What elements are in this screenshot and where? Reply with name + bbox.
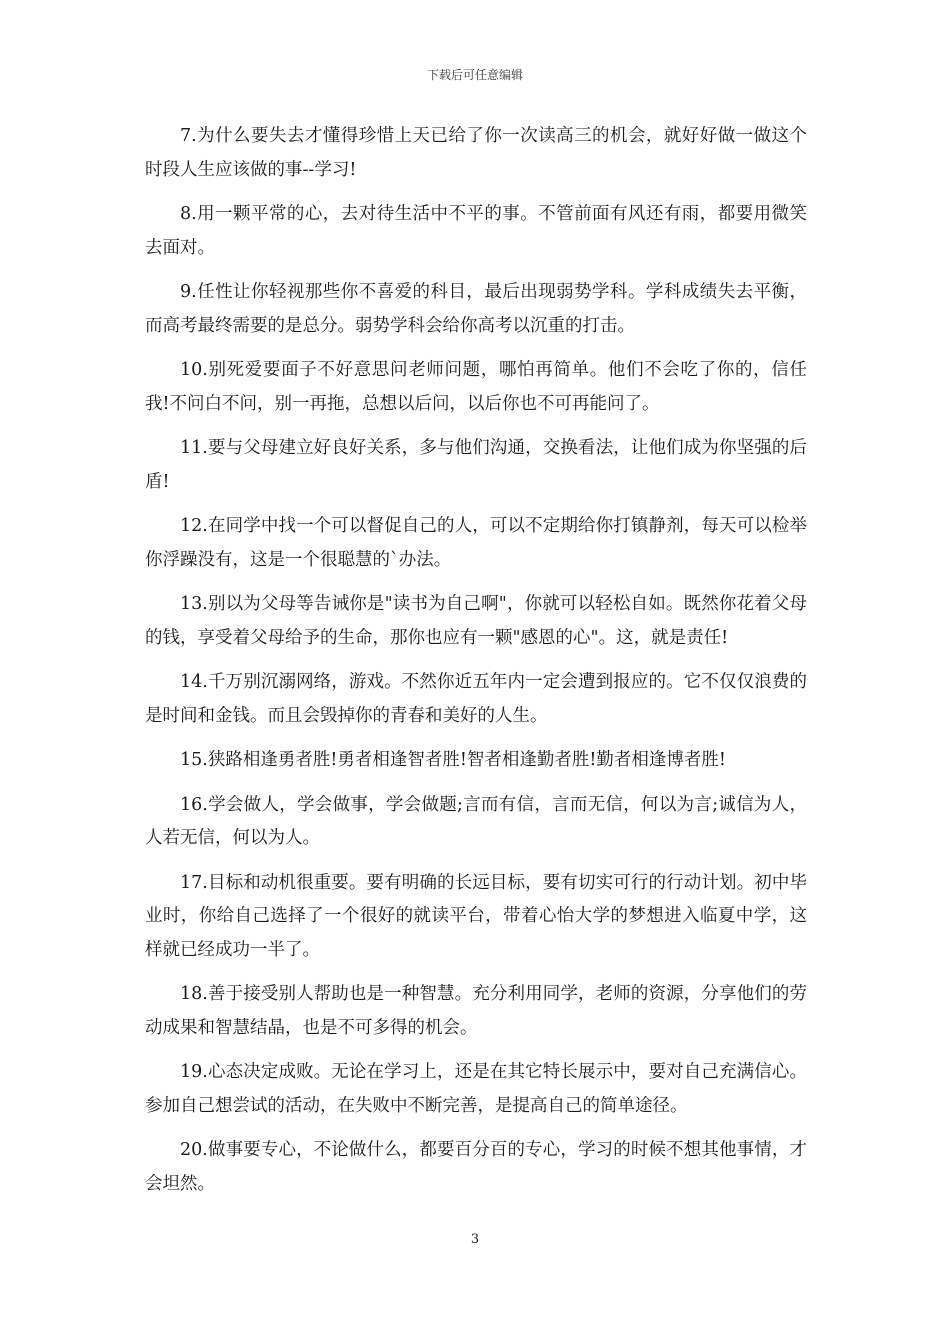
paragraph-20: 20.做事要专心，不论做什么，都要百分百的专心，学习的时候不想其他事情，才会坦然。 [145,1140,807,1194]
paragraph-7: 7.为什么要失去才懂得珍惜上天已给了你一次读高三的机会，就好好做一做这个时段人生应该做的事--学习! [145,126,807,180]
paragraph-12: 12.在同学中找一个可以督促自己的人，可以不定期给你打镇静剂，每天可以检举你浮躁没有，这是一个很聪慧的`办法。 [145,516,807,570]
paragraph-17: 17.目标和动机很重要。要有明确的长远目标，要有切实可行的行动计划。初中毕业时，你给自己选择了一个很好的就读平台，带着心怡大学的梦想进入临夏中学，这样就已经成功一半了。 [145,872,807,960]
paragraph-18: 18.善于接受别人帮助也是一种智慧。充分利用同学，老师的资源，分享他们的劳动成果和智慧结晶，也是不可多得的机会。 [145,984,807,1038]
document-body [145,120,807,1212]
paragraph-9: 9.任性让你轻视那些你不喜爱的科目，最后出现弱势学科。学科成绩失去平衡，而高考最终需要的是总分。弱势学科会给你高考以沉重的打击。 [145,282,807,336]
paragraph-8: 8.用一颗平常的心，去对待生活中不平的事。不管前面有风还有雨，都要用微笑去面对。 [145,204,807,258]
page-header: 下载后可任意编辑 [426,68,523,82]
page-number: 3 [470,1232,480,1247]
paragraph-19: 19.心态决定成败。无论在学习上，还是在其它特长展示中，要对自己充满信心。参加自己想尝试的活动，在失败中不断完善，是提高自己的简单途径。 [145,1062,807,1116]
paragraph-11: 11.要与父母建立好良好关系，多与他们沟通，交换看法，让他们成为你坚强的后盾! [145,438,807,492]
paragraph-15: 15.狭路相逢勇者胜!勇者相逢智者胜!智者相逢勤者胜!勤者相逢博者胜! [180,750,726,770]
paragraph-14: 14.千万别沉溺网络，游戏。不然你近五年内一定会遭到报应的。它不仅仅浪费的是时间和金钱。而且会毁掉你的青春和美好的人生。 [145,672,807,726]
paragraph-16: 16.学会做人，学会做事，学会做题;言而有信，言而无信，何以为言;诚信为人，人若无信，何以为人。 [145,794,807,848]
paragraph-13: 13.别以为父母等告诫你是"读书为自己啊"，你就可以轻松自如。既然你花着父母的钱，享受着父母给予的生命，那你也应有一颗"感恩的心"。这，就是责任! [145,594,807,648]
paragraph-10: 10.别死爱要面子不好意思问老师问题，哪怕再简单。他们不会吃了你的，信任我!不问白不问，别一再拖，总想以后问，以后你也不可再能问了。 [145,360,807,414]
